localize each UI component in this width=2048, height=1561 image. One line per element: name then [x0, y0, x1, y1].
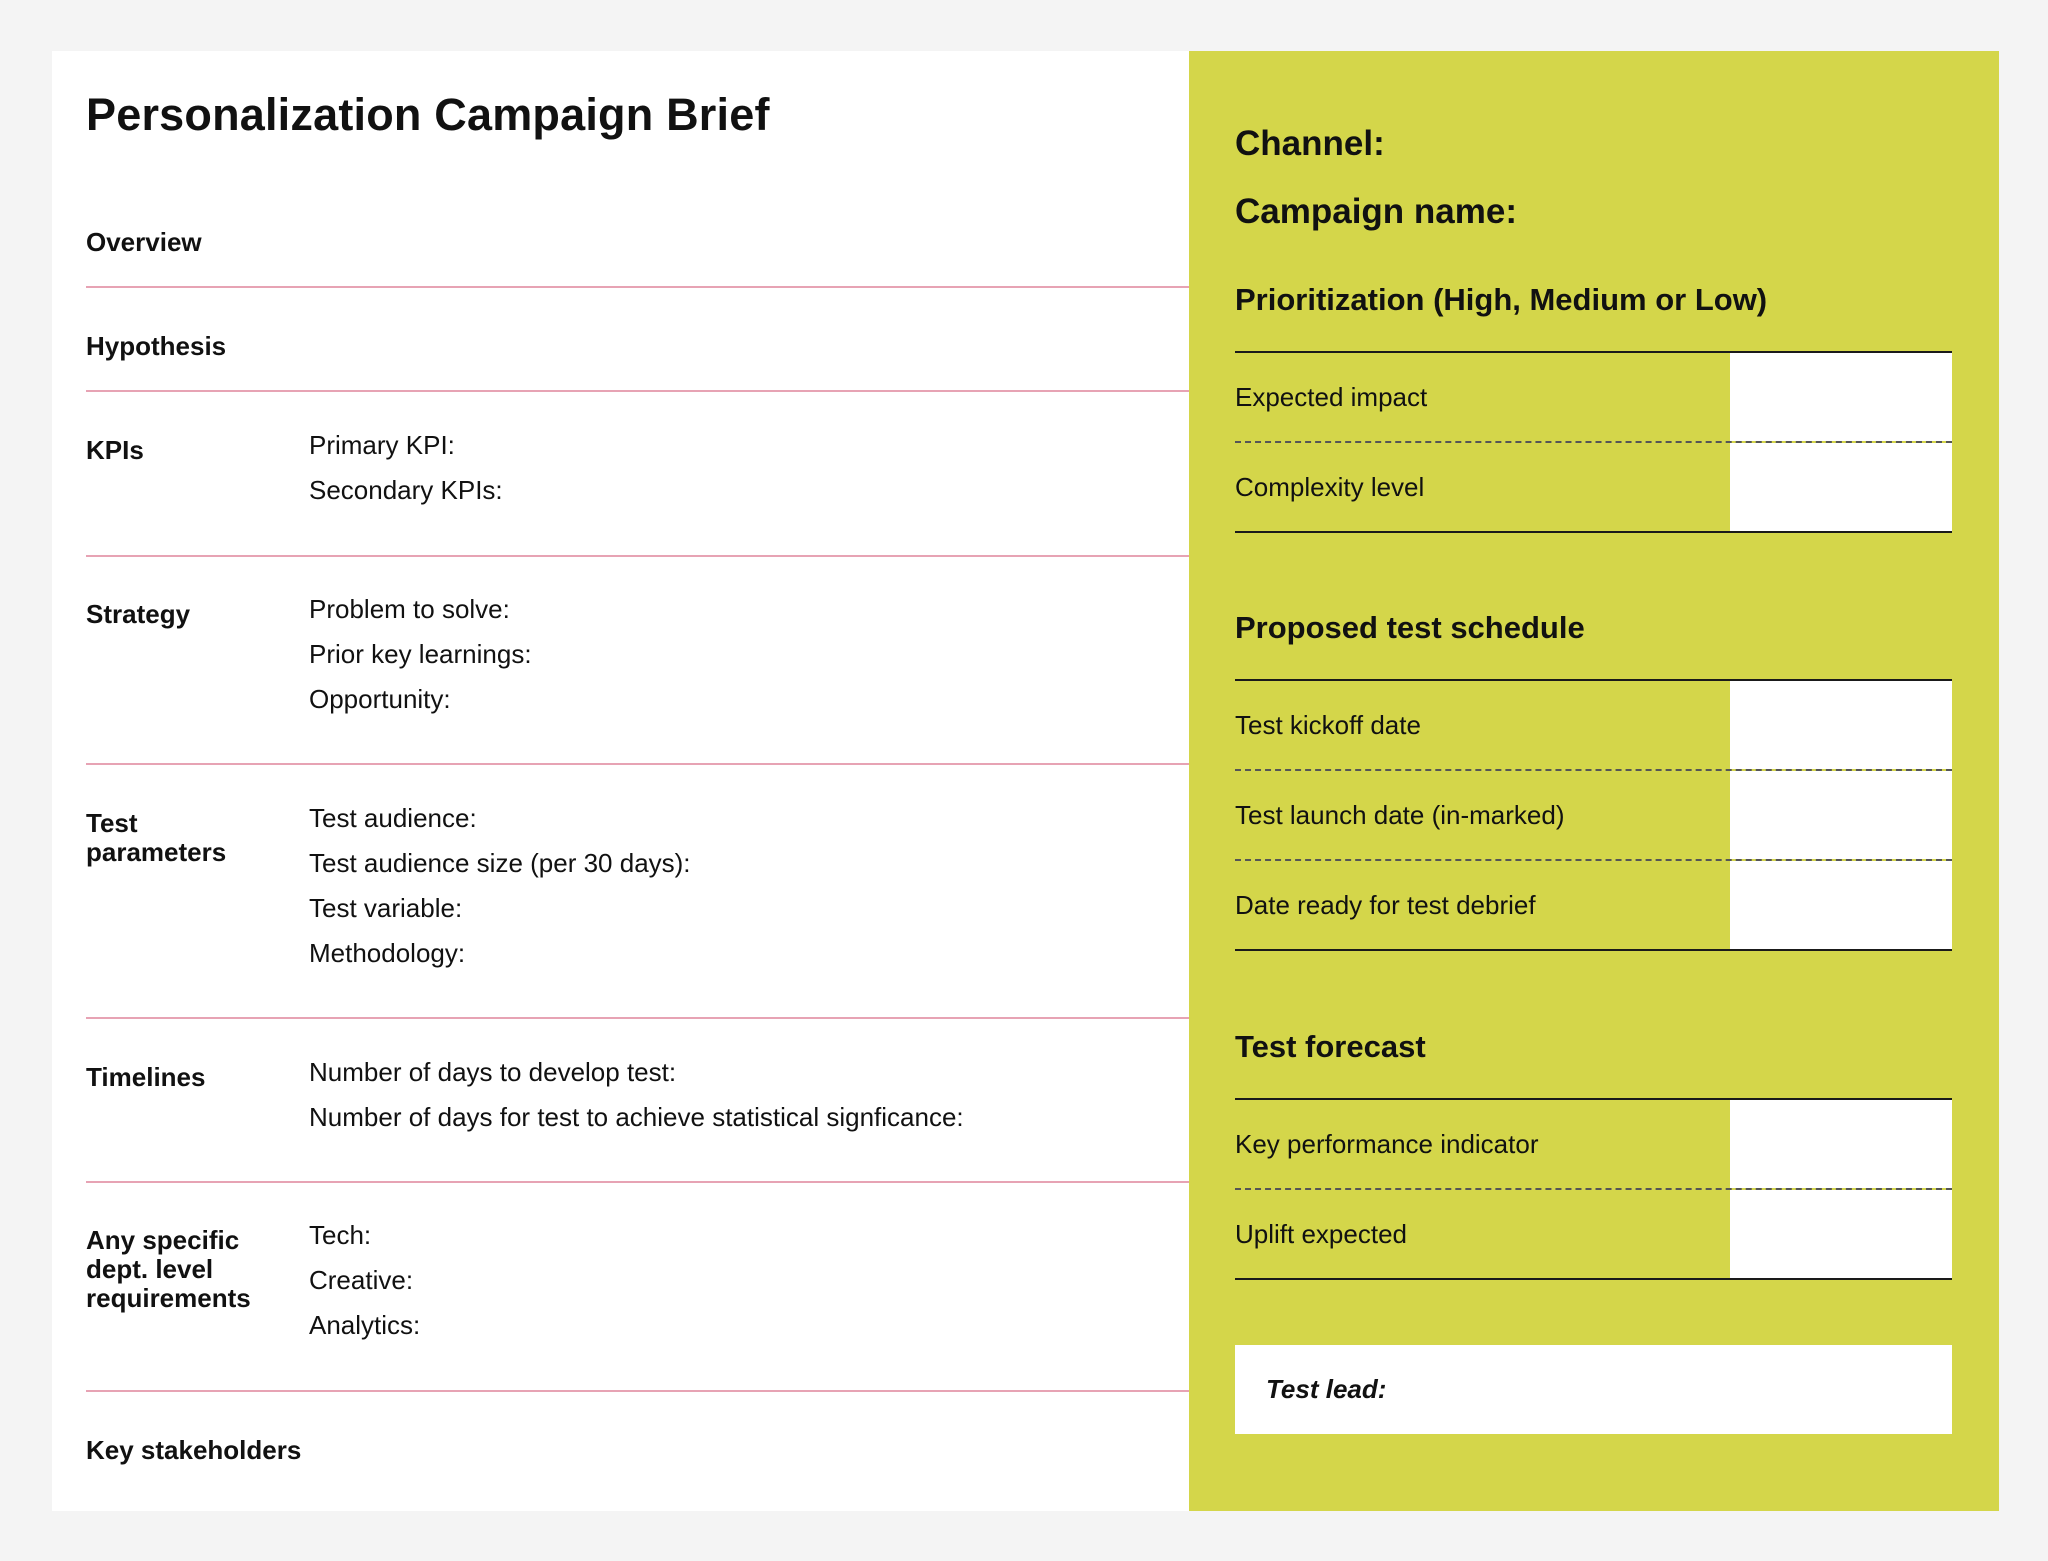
- uplift-expected-label: Uplift expected: [1235, 1219, 1407, 1249]
- test-lead-field[interactable]: [1235, 1345, 1952, 1434]
- divider: [86, 1017, 1189, 1019]
- table-row: [1235, 1100, 1952, 1188]
- schedule-table: [1235, 679, 1952, 951]
- strategy-label: Strategy: [86, 599, 191, 629]
- divider: [86, 555, 1189, 557]
- hypothesis-label: Hypothesis: [86, 331, 227, 361]
- campaign-name-label: Campaign name:: [1235, 192, 1517, 231]
- table-row: [1235, 769, 1952, 859]
- days-to-significance-field: Number of days for test to achieve statistical signficance:: [309, 1102, 964, 1132]
- debrief-date-label: Date ready for test debrief: [1235, 890, 1536, 920]
- methodology-field: Methodology:: [309, 938, 466, 968]
- test-launch-date-label: Test launch date (in-marked): [1235, 800, 1565, 830]
- expected-impact-input[interactable]: [1730, 353, 1952, 441]
- debrief-date-input[interactable]: [1730, 861, 1952, 949]
- test-launch-date-input[interactable]: [1730, 771, 1952, 859]
- creative-field: Creative:: [309, 1265, 414, 1295]
- overview-label: Overview: [86, 227, 202, 257]
- analytics-field: Analytics:: [309, 1310, 421, 1340]
- expected-impact-label: Expected impact: [1235, 382, 1428, 412]
- test-variable-field: Test variable:: [309, 893, 463, 923]
- kpis-fields: [309, 423, 503, 513]
- strategy-fields: [309, 587, 532, 722]
- prior-key-learnings-field: Prior key learnings:: [309, 639, 532, 669]
- prioritization-table: [1235, 351, 1952, 533]
- secondary-kpis-field: Secondary KPIs:: [309, 475, 503, 505]
- divider: [86, 390, 1189, 392]
- uplift-expected-input[interactable]: [1730, 1190, 1952, 1278]
- primary-kpi-field: Primary KPI:: [309, 430, 455, 460]
- table-row: [1235, 681, 1952, 769]
- table-row: [1235, 859, 1952, 949]
- kpi-forecast-input[interactable]: [1730, 1100, 1952, 1188]
- kpi-forecast-label: Key performance indicator: [1235, 1129, 1539, 1159]
- tech-field: Tech:: [309, 1220, 372, 1250]
- problem-to-solve-field: Problem to solve:: [309, 594, 510, 624]
- channel-label: Channel:: [1235, 124, 1385, 163]
- timelines-label: Timelines: [86, 1062, 206, 1092]
- test-audience-field: Test audience:: [309, 803, 477, 833]
- table-row: [1235, 353, 1952, 441]
- dept-requirements-fields: [309, 1213, 420, 1348]
- test-lead-label: Test lead:: [1266, 1374, 1387, 1404]
- complexity-level-label: Complexity level: [1235, 472, 1425, 502]
- schedule-heading: Proposed test schedule: [1235, 610, 1585, 645]
- campaign-brief-sheet: [52, 51, 1999, 1511]
- test-kickoff-date-label: Test kickoff date: [1235, 710, 1421, 740]
- divider: [86, 1390, 1189, 1392]
- test-parameters-label: Test parameters: [86, 808, 227, 867]
- divider: [86, 286, 1189, 288]
- brief-details-column: [52, 51, 1189, 1511]
- page-title: Personalization Campaign Brief: [86, 89, 770, 140]
- test-parameters-fields: [309, 796, 691, 976]
- campaign-summary-panel: [1189, 51, 1999, 1511]
- forecast-heading: Test forecast: [1235, 1029, 1426, 1064]
- timelines-fields: [309, 1050, 964, 1140]
- kpis-label: KPIs: [86, 435, 144, 465]
- prioritization-heading: Prioritization (High, Medium or Low): [1235, 282, 1768, 317]
- opportunity-field: Opportunity:: [309, 684, 451, 714]
- divider: [86, 763, 1189, 765]
- divider: [86, 1181, 1189, 1183]
- table-row: [1235, 441, 1952, 531]
- dept-requirements-label: Any specific dept. level requirements: [86, 1225, 251, 1313]
- forecast-table: [1235, 1098, 1952, 1280]
- days-to-develop-field: Number of days to develop test:: [309, 1057, 677, 1087]
- test-audience-size-field: Test audience size (per 30 days):: [309, 848, 691, 878]
- table-row: [1235, 1188, 1952, 1278]
- test-kickoff-date-input[interactable]: [1730, 681, 1952, 769]
- complexity-level-input[interactable]: [1730, 443, 1952, 531]
- key-stakeholders-label: Key stakeholders: [86, 1435, 302, 1465]
